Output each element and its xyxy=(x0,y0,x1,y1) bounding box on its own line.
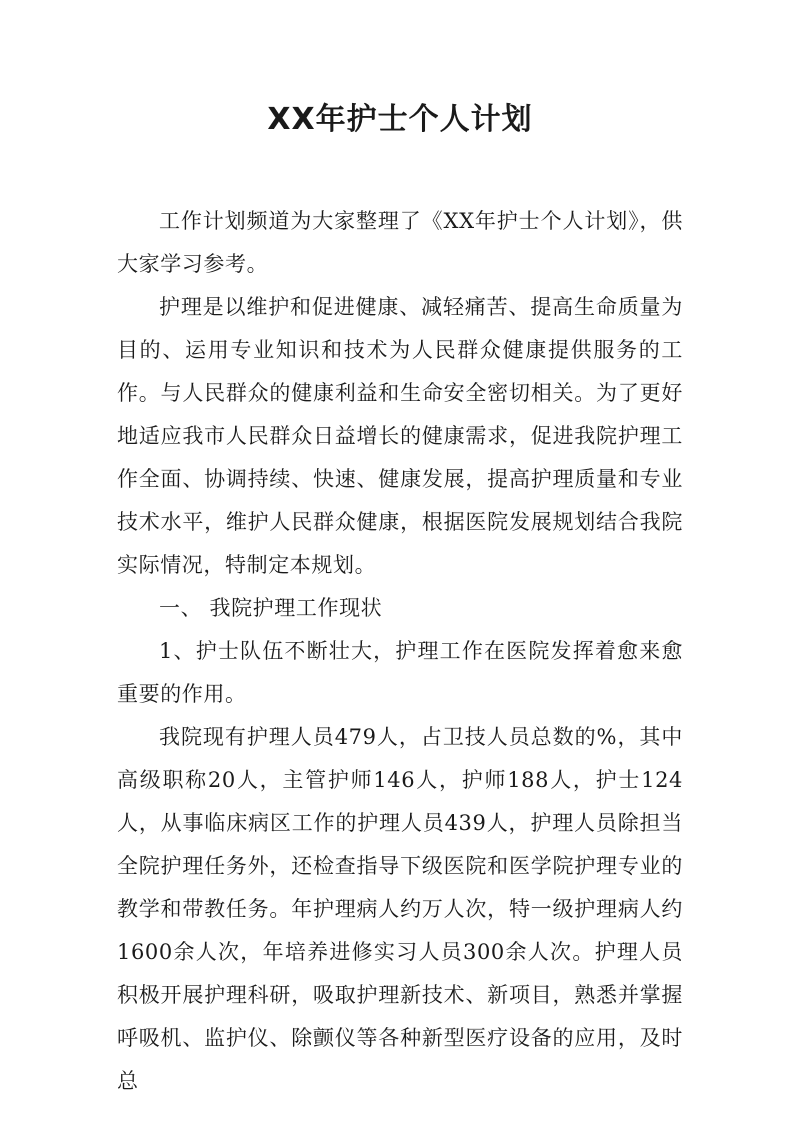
paragraph-intro: 工作计划频道为大家整理了《XX年护士个人计划》，供大家学习参考。 xyxy=(117,209,683,276)
paragraph-overview: 护理是以维护和促进健康、减轻痛苦、提高生命质量为目的、运用专业知识和技术为人民群众健康提供服务的工作。与人民群众的健康利益和生命安全密切相关。为了更好地适应我市人民群众日益增长的健康需求，促进我院护理工作全面、协调持续、快速、健康发展，提高护理质量和专业技术水平，维护人民群众健康，根据医院发展规划结合我院实际情况，特制定本规划。 xyxy=(117,295,683,577)
document-body xyxy=(117,200,683,1103)
section-heading: 一、 我院护理工作现状 xyxy=(159,596,383,620)
paragraph-staff: 我院现有护理人员479人，占卫技人员总数的%，其中高级职称20人，主管护师146人，护师188人，护士124人，从事临床病区工作的护理人员439人，护理人员除担当全院护理任务外，还检查指导下级医院和医学院护理专业的教学和带教任务。年护理病人约万人次，特一级护理病人约1600余人次，年培养进修实习人员300余人次。护理人员积极开展护理科研，吸取护理新技术、新项目，熟悉并掌握呼吸机、监护仪、除颤仪等各种新型医疗设备的应用，及时总 xyxy=(117,725,683,1093)
document-title: XX年护士个人计划 xyxy=(267,102,533,137)
subsection-heading: 1、护士队伍不断壮大，护理工作在医院发挥着愈来愈重要的作用。 xyxy=(117,639,683,706)
